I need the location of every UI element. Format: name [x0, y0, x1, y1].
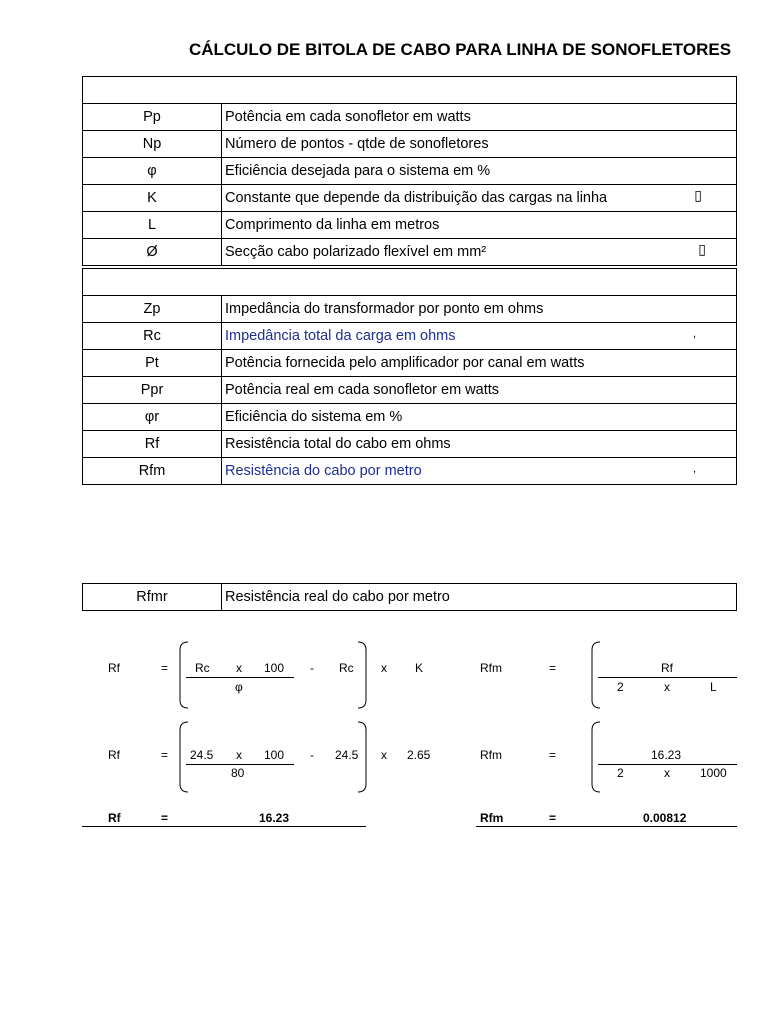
- denominator-value: 2: [617, 766, 624, 780]
- left-bracket: [180, 722, 188, 792]
- fraction-line: [598, 677, 737, 678]
- numerator-term: Rc: [195, 661, 210, 675]
- equals-sign: =: [161, 811, 169, 825]
- denominator-term: L: [710, 680, 717, 694]
- symbol-cell: Pp: [83, 104, 222, 131]
- left-bracket: [592, 722, 600, 792]
- result-underline: [82, 826, 366, 827]
- numerator-value: 24.5: [190, 748, 214, 762]
- description-text: Número de pontos - qtde de sonofletores: [225, 136, 489, 152]
- numerator-value: 100: [264, 748, 285, 762]
- value-fragment: ,: [692, 463, 696, 475]
- equals-sign: =: [549, 811, 557, 825]
- symbol-cell: L: [83, 212, 222, 239]
- rf-result-value: 16.23: [259, 811, 290, 825]
- fraction-line: [186, 764, 294, 765]
- subtract-term: Rc: [339, 661, 354, 675]
- symbol-cell: Rfm: [83, 458, 222, 485]
- numerator-value: 16.23: [651, 748, 682, 762]
- description-text: Resistência total do cabo em ohms: [225, 436, 451, 452]
- symbol-cell: Pt: [83, 350, 222, 377]
- description-text: Eficiência desejada para o sistema em %: [225, 163, 491, 179]
- description-text: Resistência real do cabo por metro: [225, 589, 450, 605]
- description-text: Constante que depende da distribuição das cargas na linha: [225, 190, 608, 206]
- missing-glyph-icon: ▯: [698, 241, 706, 257]
- result-label: Rf: [108, 811, 121, 825]
- equals-sign: =: [549, 748, 557, 762]
- symbol-cell: Rc: [83, 323, 222, 350]
- numerator-term: Rf: [661, 661, 673, 675]
- fraction-line: [186, 677, 294, 678]
- multiply-sign: x: [236, 661, 242, 675]
- description-text: Potência real em cada sonofletor em watts: [225, 382, 500, 398]
- description-text: Potência fornecida pelo amplificador por canal em watts: [225, 355, 585, 371]
- equals-sign: =: [549, 661, 557, 675]
- right-bracket: [358, 722, 366, 792]
- multiply-sign: x: [236, 748, 242, 762]
- symbol-cell: Ø: [83, 239, 222, 266]
- equals-sign: =: [161, 661, 169, 675]
- symbol-cell: Rfmr: [83, 584, 222, 611]
- description-text: Impedância total da carga em ohms: [225, 328, 456, 344]
- numerator-term: 100: [264, 661, 285, 675]
- left-bracket: [592, 642, 600, 708]
- denominator-value: 1000: [700, 766, 727, 780]
- symbol-cell: Np: [83, 131, 222, 158]
- description-text: Potência em cada sonofletor em watts: [225, 109, 471, 125]
- value-fragment: ,: [692, 328, 696, 340]
- symbol-cell: φ: [83, 158, 222, 185]
- description-text: Resistência do cabo por metro: [225, 463, 422, 479]
- denominator-term: 2: [617, 680, 624, 694]
- constant-term: K: [415, 661, 424, 675]
- multiply-sign: x: [381, 748, 387, 762]
- multiply-sign: x: [664, 680, 670, 694]
- formula-lhs: Rfm: [480, 748, 502, 762]
- result-label: Rfm: [480, 811, 504, 825]
- multiply-sign: x: [664, 766, 670, 780]
- equals-sign: =: [161, 748, 169, 762]
- subtract-value: 24.5: [335, 748, 359, 762]
- fraction-line: [598, 764, 737, 765]
- result-underline: [476, 826, 737, 827]
- symbol-cell: Rf: [83, 431, 222, 458]
- missing-glyph-icon: ▯: [694, 187, 702, 203]
- minus-sign: -: [310, 748, 314, 762]
- symbol-cell: K: [83, 185, 222, 212]
- symbol-cell: Ppr: [83, 377, 222, 404]
- symbol-cell: φr: [83, 404, 222, 431]
- constant-value: 2.65: [407, 748, 431, 762]
- description-text: Impedância do transformador por ponto em ohms: [225, 301, 544, 317]
- minus-sign: -: [310, 661, 314, 675]
- formula-lhs: Rf: [108, 748, 120, 762]
- right-bracket: [358, 642, 366, 708]
- denominator-term: φ: [235, 680, 243, 694]
- formula-lhs: Rfm: [480, 661, 502, 675]
- formula-lhs: Rf: [108, 661, 120, 675]
- description-text: Comprimento da linha em metros: [225, 217, 440, 233]
- denominator-value: 80: [231, 766, 245, 780]
- symbol-cell: Zp: [83, 296, 222, 323]
- multiply-sign: x: [381, 661, 387, 675]
- description-text: Secção cabo polarizado flexível em mm²: [225, 244, 487, 260]
- page-title: CÁLCULO DE BITOLA DE CABO PARA LINHA DE SONOFLETORES: [188, 40, 732, 59]
- rfm-result-value: 0.00812: [643, 811, 687, 825]
- description-text: Eficiência do sistema em %: [225, 409, 403, 425]
- left-bracket: [180, 642, 188, 708]
